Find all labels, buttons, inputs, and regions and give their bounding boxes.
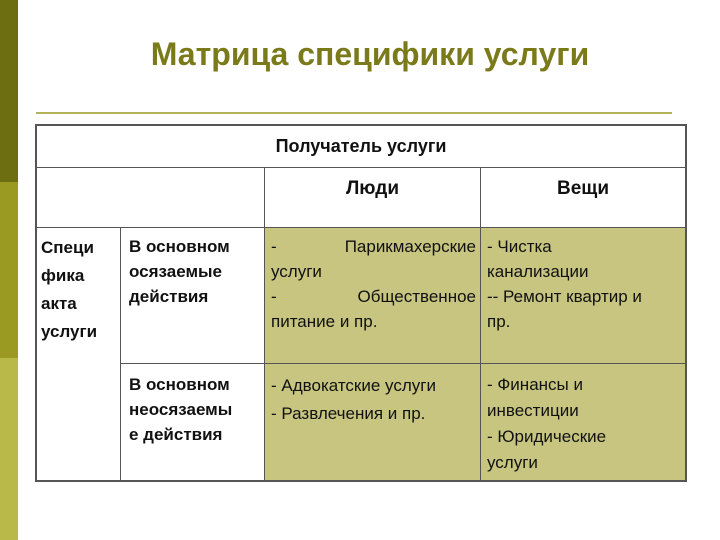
- row-label-line: акта: [41, 294, 77, 313]
- subrow-label-intangible: [121, 364, 265, 480]
- cell-tangible-things: [481, 228, 685, 364]
- accent-bar-middle: [0, 182, 18, 358]
- cell-line: канализации: [487, 262, 589, 281]
- cell-line: - Адвокатские услуги: [271, 376, 436, 395]
- service-matrix-table: [35, 124, 687, 482]
- cell-line: пр.: [487, 312, 511, 331]
- cell-line: - Юридические: [487, 427, 607, 446]
- subrow-label-tangible: [121, 228, 265, 364]
- cell-intangible-people: [265, 364, 481, 480]
- cell-line: - Чистка: [487, 237, 552, 256]
- accent-bar-bottom: [0, 358, 18, 540]
- table-header-recipient: Получатель услуги: [37, 126, 685, 168]
- accent-bar-top: [0, 0, 18, 182]
- title-divider: [36, 112, 672, 114]
- slide-title: Матрица специфики услуги: [150, 36, 590, 72]
- subrow-label-line: е действия: [129, 425, 223, 444]
- cell-line: услуги: [271, 262, 322, 281]
- cell-text: Парикмахерские: [344, 237, 476, 256]
- column-header-things: Вещи: [481, 168, 685, 228]
- empty-corner-cell: [37, 168, 265, 228]
- row-label-act-specifics: [37, 228, 121, 480]
- subrow-label-line: неосязаемы: [129, 400, 233, 419]
- row-label-line: Специ: [41, 238, 94, 257]
- cell-tangible-people: [265, 228, 481, 364]
- cell-line: - Финансы и: [487, 375, 583, 394]
- cell-intangible-things: [481, 364, 685, 480]
- cell-line: [271, 284, 476, 309]
- dash: -: [271, 287, 277, 306]
- cell-text: Общественное: [357, 287, 476, 306]
- cell-line: услуги: [487, 453, 538, 472]
- cell-line: питание и пр.: [271, 312, 378, 331]
- cell-line: [271, 234, 476, 259]
- row-label-line: фика: [41, 266, 85, 285]
- column-header-people: Люди: [265, 168, 481, 228]
- cell-line: - Развлечения и пр.: [271, 404, 426, 423]
- subrow-label-line: В основном: [129, 375, 230, 394]
- subrow-label-line: осязаемые: [129, 262, 222, 281]
- cell-line: -- Ремонт квартир и: [487, 287, 642, 306]
- dash: -: [271, 237, 277, 256]
- row-label-line: услуги: [41, 322, 98, 341]
- subrow-label-line: В основном: [129, 237, 230, 256]
- cell-line: инвестиции: [487, 401, 579, 420]
- subrow-label-line: действия: [129, 287, 209, 306]
